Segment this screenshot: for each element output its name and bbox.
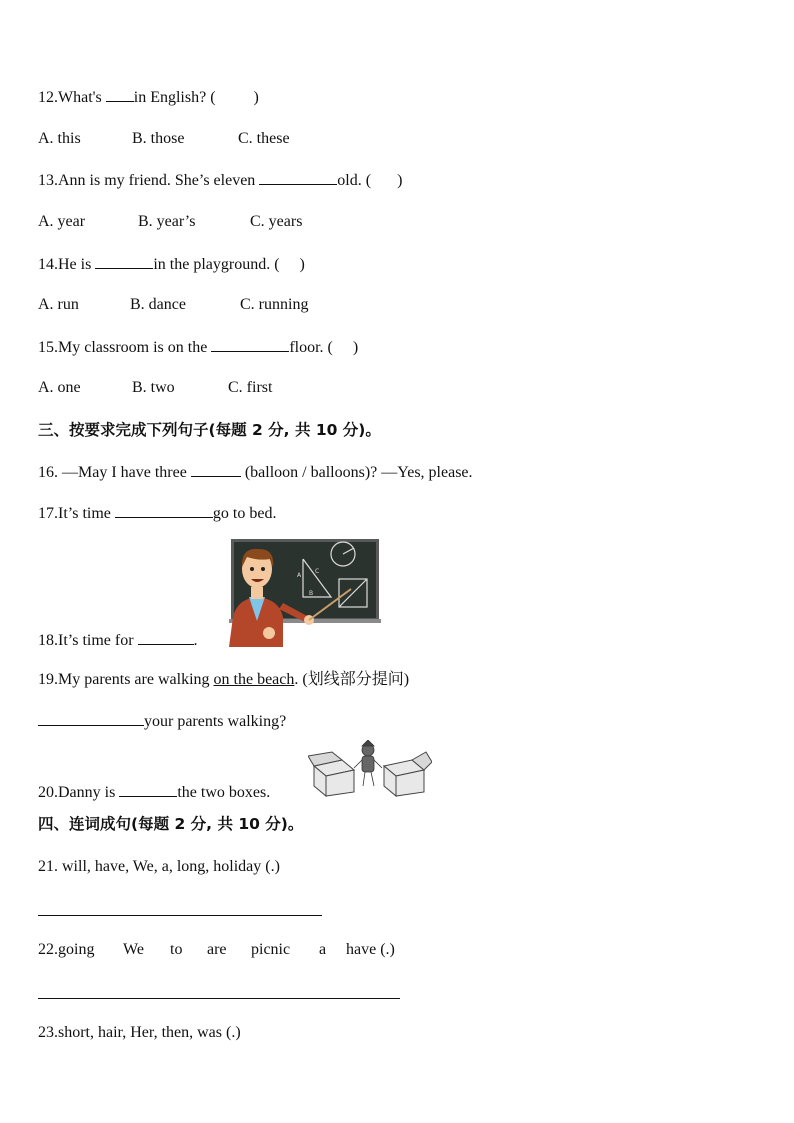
answer-19: your parents walking? (38, 711, 286, 732)
word: have (.) (346, 941, 395, 958)
answer-line-21[interactable] (38, 915, 322, 916)
option-b[interactable]: B. those (132, 130, 185, 147)
underlined-phrase: on the beach (213, 671, 295, 688)
option-b[interactable]: B. dance (130, 296, 186, 313)
options-15 (38, 378, 272, 398)
question-number: 16. (38, 464, 58, 481)
option-c[interactable]: C. running (240, 296, 309, 313)
boxes-image (308, 740, 432, 798)
answer-blank[interactable] (259, 170, 337, 185)
word: picnic (251, 941, 291, 958)
question-number: 12. (38, 89, 58, 106)
question-number: 18. (38, 632, 58, 649)
word: going (58, 941, 95, 958)
answer-blank[interactable] (211, 337, 289, 352)
options-14 (38, 295, 308, 315)
option-a[interactable]: A. this (38, 130, 81, 147)
question-14: 14.He is in the playground. ( ) (38, 256, 305, 273)
question-number: 14. (38, 256, 58, 273)
option-a[interactable]: A. one (38, 379, 81, 396)
question-number: 23. (38, 1024, 58, 1041)
option-b[interactable]: B. two (132, 379, 175, 396)
question-17: 17.It’s time go to bed. (38, 505, 277, 522)
word: are (207, 941, 227, 958)
question-21: 21. will, have, We, a, long, holiday (.) (38, 858, 280, 875)
answer-blank[interactable] (115, 503, 213, 518)
question-number: 17. (38, 505, 58, 522)
answer-blank[interactable] (119, 782, 177, 797)
question-number: 13. (38, 172, 58, 189)
board-label-b: B (309, 590, 314, 597)
section-heading-3: 三、按要求完成下列句子(每题 2 分, 共 10 分)。 (38, 421, 381, 439)
question-15: 15.My classroom is on the floor. ( ) (38, 339, 359, 356)
question-number: 20. (38, 784, 58, 801)
answer-line-22[interactable] (38, 998, 400, 999)
board-label-c: C (315, 568, 320, 575)
section-heading-4: 四、连词成句(每题 2 分, 共 10 分)。 (38, 815, 304, 833)
option-b[interactable]: B. year’s (138, 213, 196, 230)
word: to (170, 941, 183, 958)
question-number: 21. (38, 858, 58, 875)
board-label-a: A (297, 572, 302, 579)
answer-blank[interactable] (106, 87, 134, 102)
option-a[interactable]: A. year (38, 213, 86, 230)
question-16: 16. —May I have three (balloon / balloons)? —Yes, please. (38, 464, 473, 481)
question-18: 18.It’s time for . (38, 632, 198, 649)
option-c[interactable]: C. years (250, 213, 303, 230)
word: We (123, 941, 144, 958)
answer-blank[interactable] (38, 711, 144, 726)
answer-blank[interactable] (95, 254, 153, 269)
question-number: 19. (38, 671, 58, 688)
question-13: 13.Ann is my friend. She’s eleven old. ( ) (38, 172, 403, 189)
options-12 (38, 129, 290, 149)
question-19: 19.My parents are walking on the beach. (划线部分提问) (38, 671, 410, 688)
question-22 (38, 940, 395, 960)
question-23: 23.short, hair, Her, then, was (.) (38, 1024, 241, 1041)
answer-blank[interactable] (191, 462, 241, 477)
question-12: 12.What's in English? ( ) (38, 89, 259, 106)
options-13 (38, 212, 302, 232)
question-20: 20.Danny is the two boxes. (38, 784, 271, 801)
option-c[interactable]: C. first (228, 379, 273, 396)
option-a[interactable]: A. run (38, 296, 79, 313)
answer-blank[interactable] (138, 630, 194, 645)
question-number: 15. (38, 339, 58, 356)
question-number: 22. (38, 941, 58, 958)
option-c[interactable]: C. these (238, 130, 290, 147)
teacher-blackboard-image (223, 537, 383, 647)
word: a (319, 941, 327, 958)
